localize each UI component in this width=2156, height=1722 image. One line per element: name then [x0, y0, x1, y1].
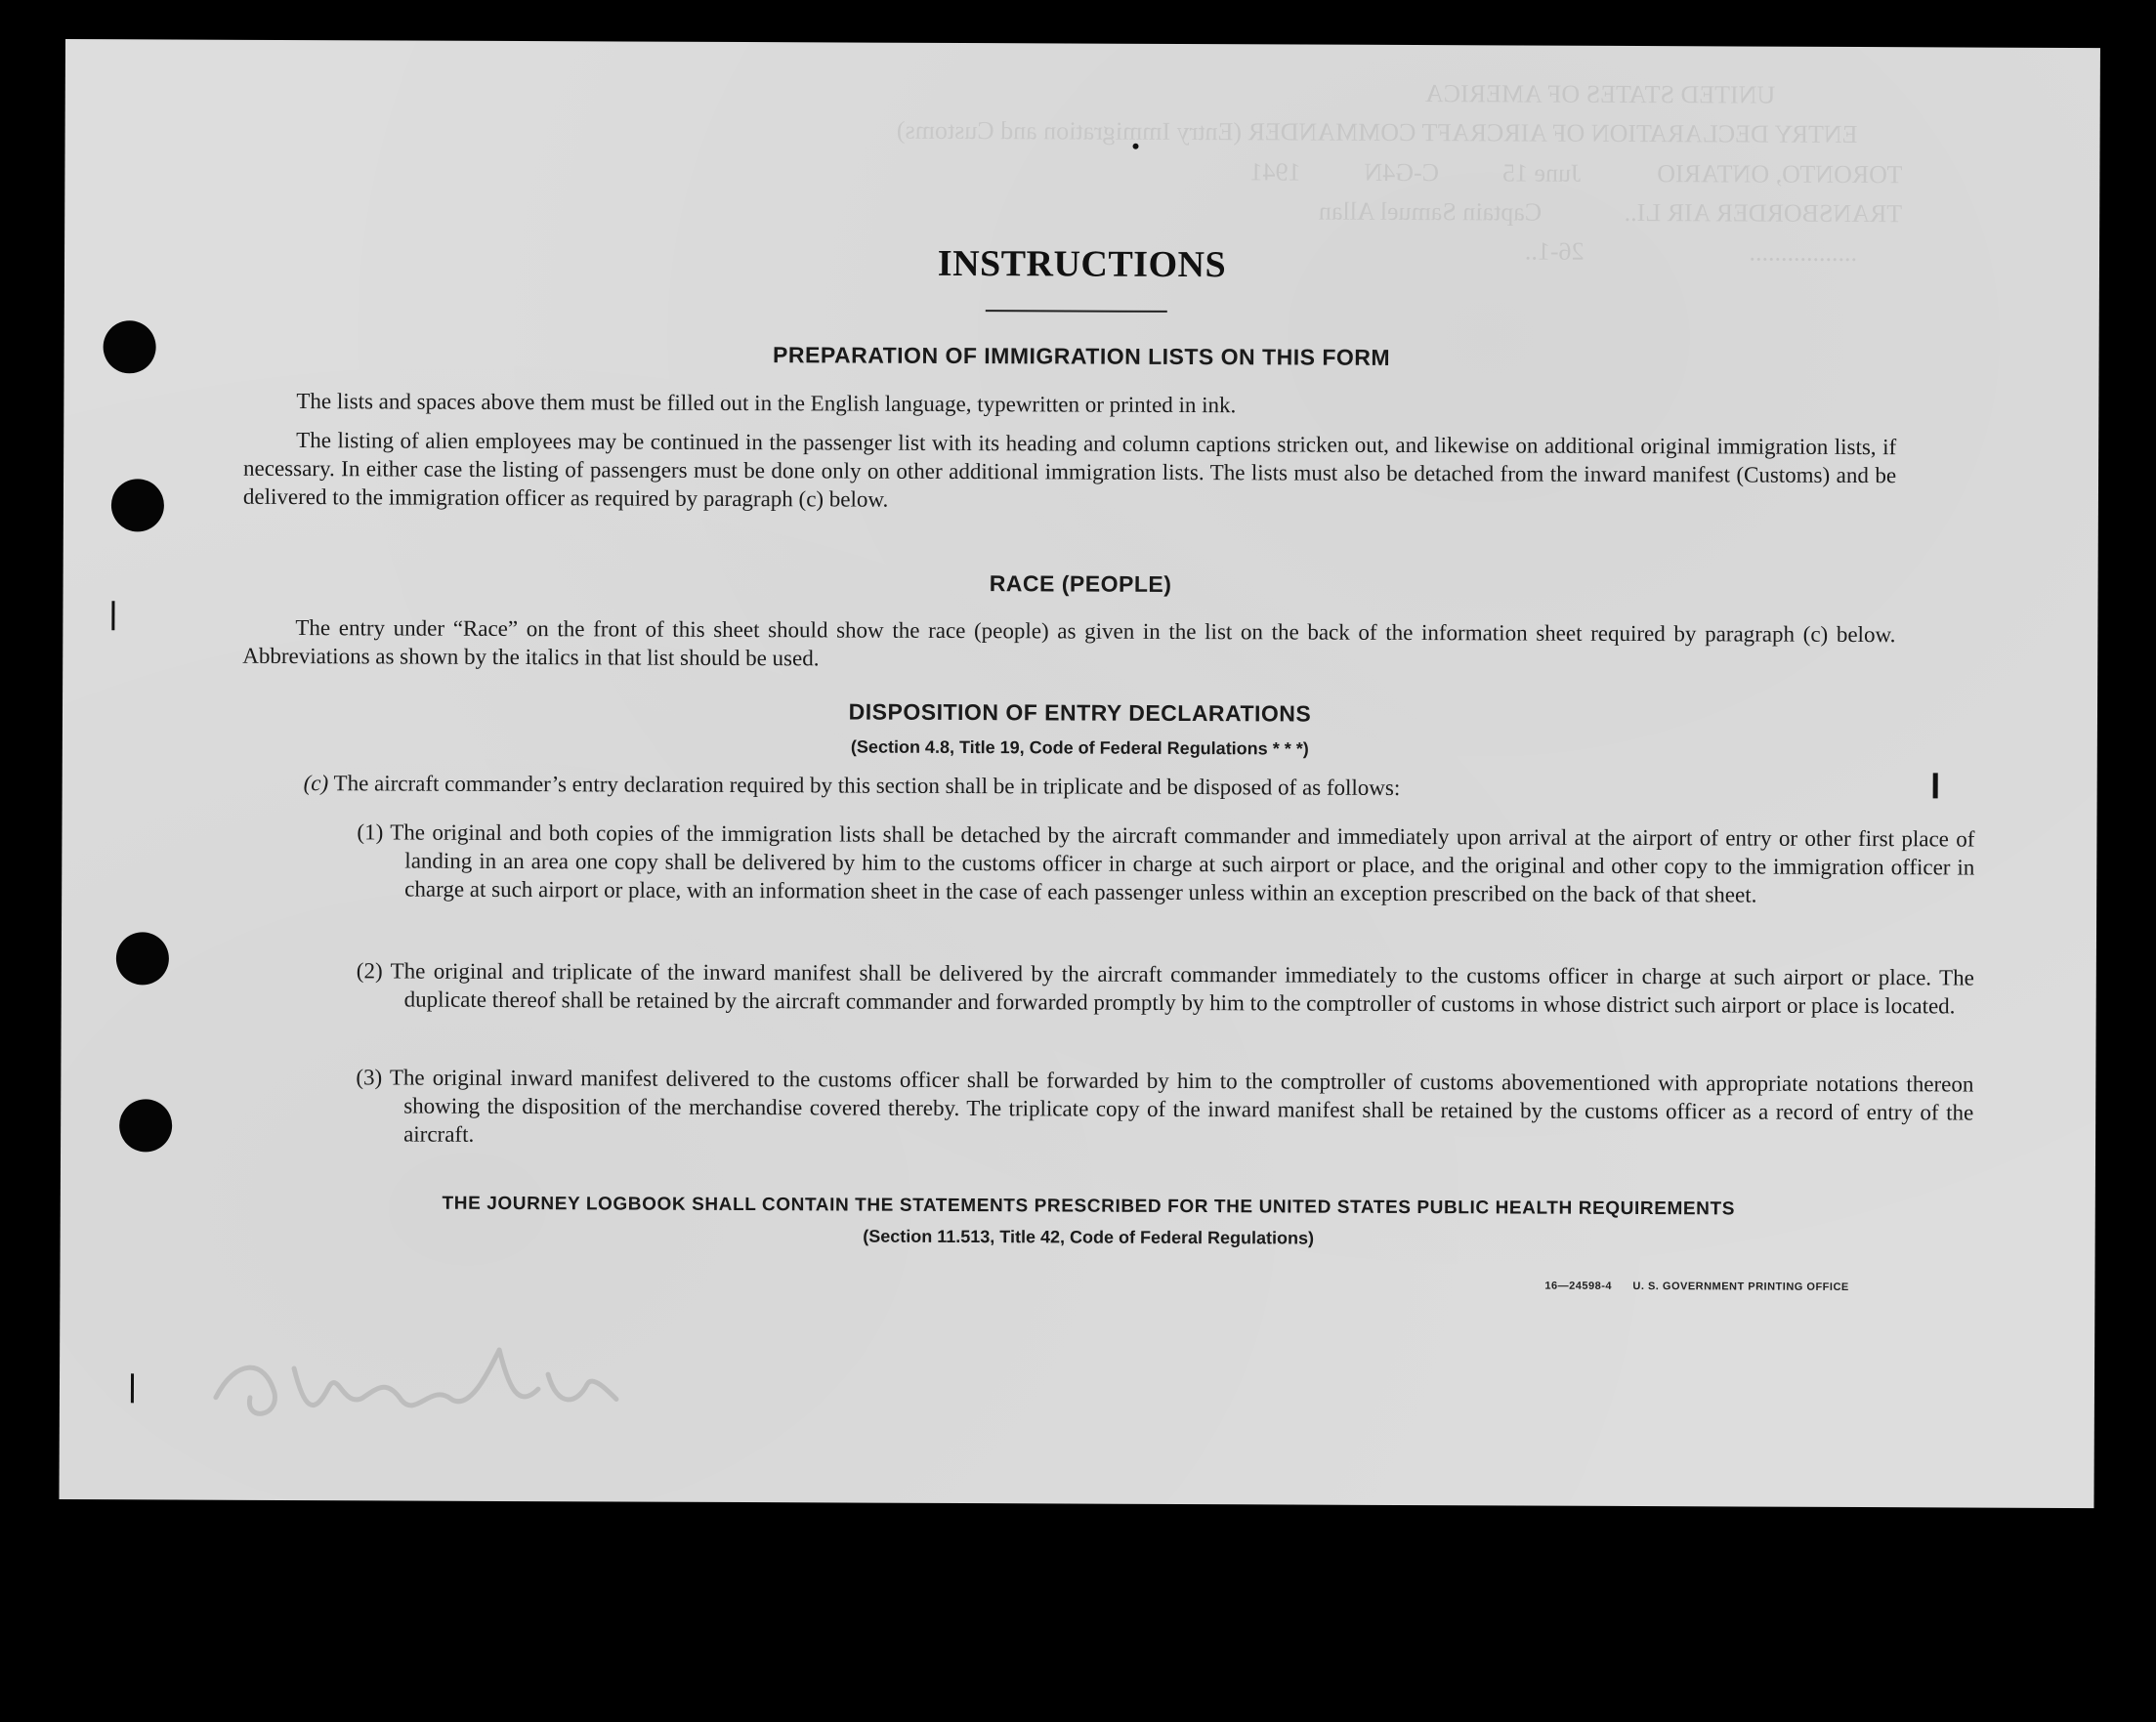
paragraph-text: The listing of alien employees may be continued in the passenger list with its heading and column captions stricken out, and likewise on additional original immigration lists, if necessary. In either case the listing of passengers must be done only on other additional immigration lists. The lists must also be detached from the inward manifest (Customs) and be delivered to the immigration officer as required by paragraph (c) below.	[242, 428, 1897, 512]
title-underline	[986, 310, 1167, 313]
form-back-page	[59, 39, 2100, 1508]
list-item	[356, 1063, 1973, 1155]
list-item	[357, 956, 1974, 1020]
list-item-text: The original and both copies of the immigration lists shall be detached by the aircraft commander and immediately upon arrival at the airport of entry or other first place of landing in an area one copy shall be delivered by him to the customs officer in charge at such airport or place, and the original and other copy to the immigration officer in charge at such airport or place, with an information sheet in the case of each passenger unless within an exception prescribed on the back of that sheet.	[390, 819, 1975, 907]
stray-mark	[131, 1373, 134, 1403]
list-item-number: (2)	[356, 958, 383, 984]
page-title: INSTRUCTIONS	[937, 242, 1227, 286]
paragraph-text: The entry under “Race” on the front of this sheet should show the race (people) as given in the list on the back of the information sheet required by paragraph (c) below. Abbreviations as shown by the italics in that list should be used.	[242, 615, 1896, 671]
punch-hole	[119, 1099, 172, 1152]
footer-citation: (Section 11.513, Title 42, Code of Federal Regulations)	[863, 1226, 1315, 1248]
list-item	[357, 818, 1974, 909]
section-heading-preparation: PREPARATION OF IMMIGRATION LISTS ON THIS FORM	[773, 342, 1391, 370]
handwritten-signature	[206, 1329, 655, 1439]
stray-mark	[1133, 144, 1139, 149]
section-citation: (Section 4.8, Title 19, Code of Federal Regulations * * *)	[850, 736, 1309, 759]
punch-hole	[116, 932, 169, 985]
form-number: 16—24598-4	[1544, 1280, 1613, 1292]
paragraph	[243, 426, 1896, 518]
paragraph	[242, 613, 1895, 677]
list-item-number: (1)	[357, 819, 384, 845]
printer-imprint	[1544, 1281, 1848, 1293]
printing-office: U. S. GOVERNMENT PRINTING OFFICE	[1632, 1281, 1849, 1293]
show-through-text: UNITED STATES OF AMERICA ENTRY DECLARATION OF AIRCRAFT COMMANDER (Entry Immigration and Customs) TORONTO, ONTARIO June 15 C-G4N 1941 TRANSBORDER AIR LI.. Captain Samuel Allan ................. 26-1..	[896, 79, 1922, 268]
footer-statement: THE JOURNEY LOGBOOK SHALL CONTAIN THE STATEMENTS PRESCRIBED FOR THE UNITED STATES PUBLIC HEALTH REQUIREMENTS	[442, 1193, 1736, 1220]
stray-mark	[111, 601, 114, 630]
paragraph	[304, 769, 1965, 804]
list-item-text: The original inward manifest delivered to the customs officer shall be forwarded by him to the comptroller of customs abovementioned with appropriate notations thereon showing the disposition of the merchandise covered thereby. The triplicate copy of the inward manifest shall be retained by the customs officer as a record of entry of the aircraft.	[389, 1065, 1974, 1147]
list-item-text: The original and triplicate of the inward manifest shall be delivered by the aircraft commander immediately to the customs officer in charge at such airport or place. The duplicate thereof shall be retained by the aircraft commander and forwarded promptly by him to the comptroller of customs in whose district such airport or place is located.	[390, 958, 1974, 1019]
paragraph-text: The lists and spaces above them must be filled out in the English language, typewritten or printed in ink.	[296, 389, 1237, 418]
section-heading-race: RACE (PEOPLE)	[989, 570, 1172, 597]
punch-hole	[111, 479, 164, 531]
paragraph	[243, 387, 1896, 422]
list-item-number: (3)	[356, 1065, 383, 1090]
paragraph-text: The aircraft commander’s entry declaration required by this section shall be in triplicate and be disposed of as follows:	[333, 771, 1401, 800]
section-heading-disposition: DISPOSITION OF ENTRY DECLARATIONS	[848, 698, 1312, 727]
paragraph-label: (c)	[303, 771, 329, 796]
